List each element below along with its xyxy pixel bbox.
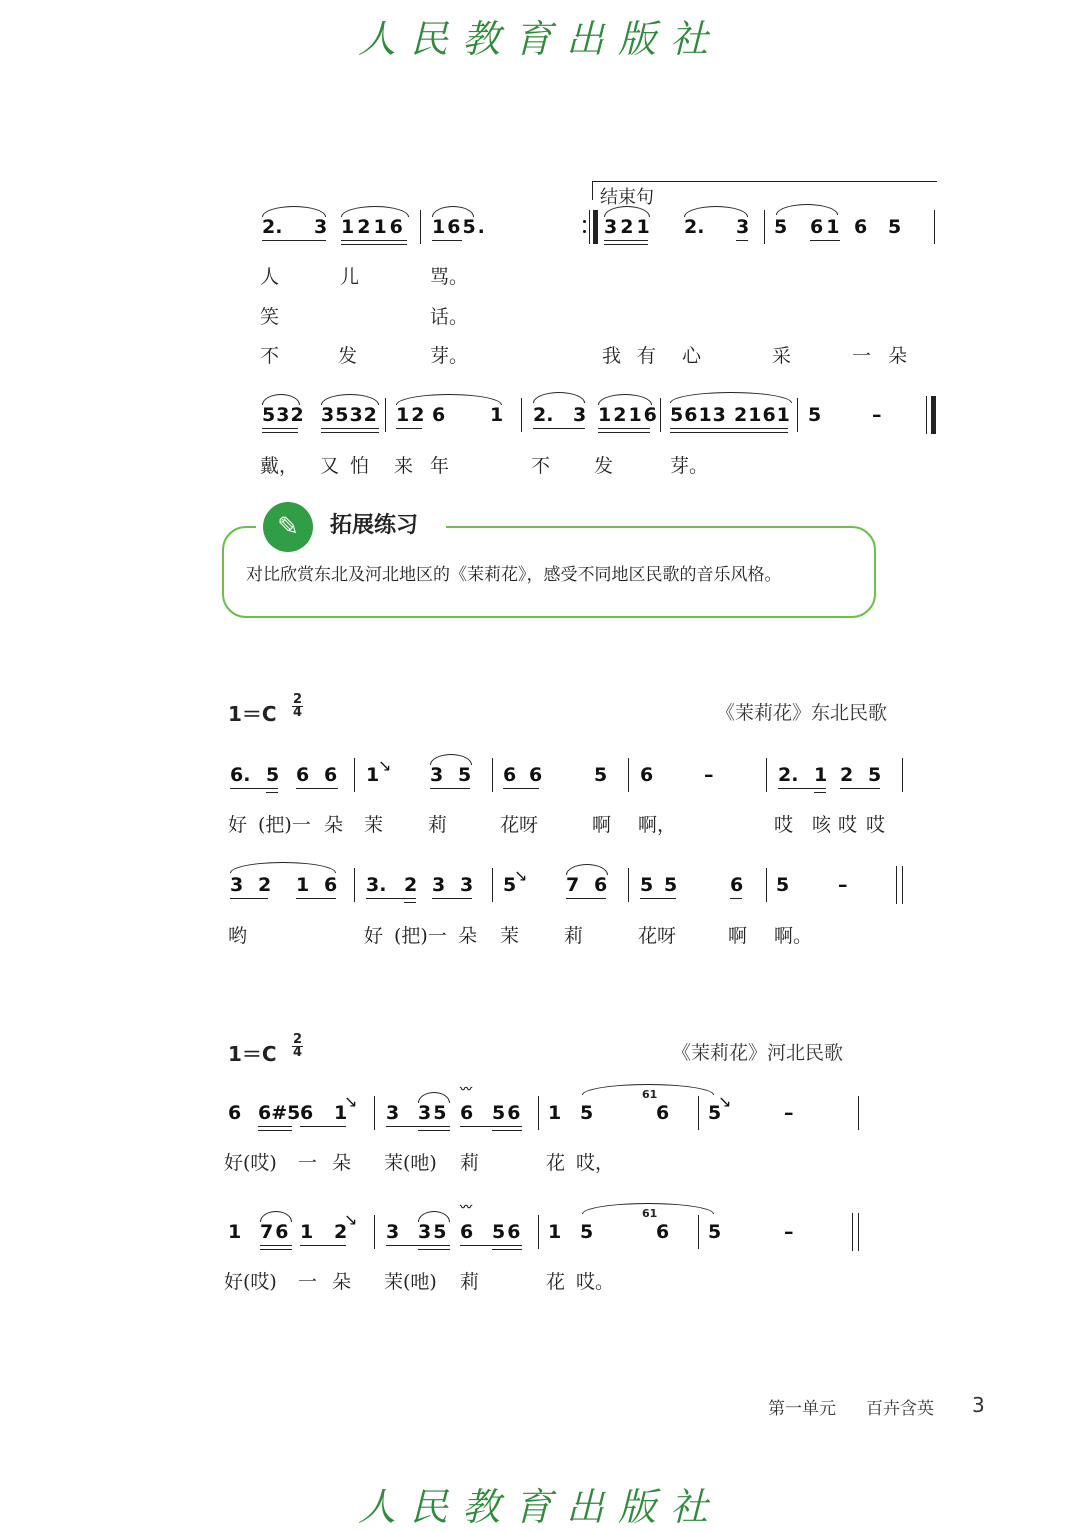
lyric: 茉(吔) (384, 1152, 437, 1174)
repeat-dot (583, 220, 586, 223)
lyric: 芽。 (670, 455, 709, 477)
time-bottom: 4 (292, 1045, 303, 1060)
note: 5 (868, 764, 882, 786)
time-top: 2 (292, 692, 303, 707)
lyric: 发 (338, 345, 358, 367)
underline (396, 428, 422, 429)
lyric: 莉 (564, 925, 584, 947)
note: 5 (266, 764, 280, 786)
note: 3 (736, 216, 750, 238)
note: 5 (640, 874, 654, 896)
underline (604, 244, 648, 245)
lyric: 来 (394, 455, 414, 477)
slur (533, 392, 585, 403)
note: 5 (594, 764, 608, 786)
barline (766, 758, 767, 792)
slur (260, 1211, 292, 1222)
note: 5 (776, 874, 790, 896)
note: 2 (258, 874, 272, 896)
publisher-logo-bottom: 人民教育出版社 (357, 1485, 722, 1529)
lyric: 哎， (576, 1152, 615, 1174)
final-barline (931, 396, 936, 434)
note: 5 (708, 1102, 722, 1124)
underline (503, 788, 539, 789)
underline (736, 240, 748, 241)
lyric: 有 (637, 345, 657, 367)
note: 6 (460, 1221, 474, 1243)
lyric: 笑 (260, 306, 280, 328)
note: 6 (432, 404, 446, 426)
slur (670, 392, 792, 403)
note-group: 532 (262, 404, 305, 426)
underline (598, 428, 650, 429)
slur (684, 206, 748, 217)
barline (628, 758, 629, 792)
note: 1 (296, 874, 310, 896)
slur (566, 864, 608, 875)
note-group: 6#5 (258, 1102, 301, 1124)
barline (354, 758, 355, 792)
note: 2 (334, 1221, 348, 1243)
underline (418, 1249, 450, 1250)
barline (628, 868, 629, 902)
lyric: 戴， (260, 455, 299, 477)
lyric: 哎。 (576, 1271, 615, 1293)
barline (896, 866, 897, 904)
note: 3 (430, 764, 444, 786)
note: 3 (460, 874, 474, 896)
note-group: 2161 (734, 404, 791, 426)
lyric: 啊， (638, 814, 677, 836)
underline (730, 898, 742, 899)
underline (296, 898, 336, 899)
song-source: 《茉莉花》河北民歌 (672, 1042, 844, 1064)
note: 3 (432, 874, 446, 896)
note: 6 (730, 874, 744, 896)
lyric: 不 (260, 345, 280, 367)
note: 5 (458, 764, 472, 786)
mordent-mark: 〰 (460, 1200, 473, 1214)
underline (386, 1126, 450, 1127)
lyric: 啊。 (774, 925, 813, 947)
barline (797, 398, 798, 432)
note-group: 165. (432, 216, 487, 238)
underline (432, 898, 472, 899)
ending-label: 结束句 (600, 187, 654, 208)
note: 3 (230, 874, 244, 896)
lyric: 莉 (460, 1271, 480, 1293)
lyric: 朵 (888, 345, 908, 367)
note: 1 (228, 1221, 242, 1243)
extension-title: 拓展练习 (330, 513, 419, 538)
note: 2. (533, 404, 554, 426)
note: 3 (314, 216, 328, 238)
lyric: 骂。 (430, 266, 469, 288)
slur (321, 394, 379, 405)
key-signature: 1＝C (228, 1042, 277, 1066)
lyric: 咳 (812, 814, 832, 836)
underline (598, 432, 650, 433)
lyric: 发 (594, 455, 614, 477)
footer-unit: 第一单元 (768, 1399, 836, 1419)
slur (262, 206, 326, 217)
lyric: 儿 (340, 266, 360, 288)
barline (858, 1096, 859, 1130)
underline (258, 1130, 292, 1131)
underline (296, 788, 338, 789)
notebook-icon: ✎ (263, 502, 313, 552)
dash: – (872, 404, 882, 426)
note: 6 (460, 1102, 474, 1124)
lyric: 啊 (728, 925, 748, 947)
lyric: 哎 (838, 814, 858, 836)
underline (230, 788, 278, 789)
lyric: 哎 (774, 814, 794, 836)
underline (404, 902, 416, 903)
mordent-mark: 〰 (460, 1082, 473, 1096)
note: 3 (573, 404, 587, 426)
barline (492, 758, 493, 792)
note: 5 (664, 874, 678, 896)
note-group: 1216 (341, 216, 406, 238)
lyric: 采 (772, 345, 792, 367)
lyric: 又 (320, 455, 340, 477)
note: 6 (503, 764, 517, 786)
note: 5 (580, 1102, 594, 1124)
note-group: 56 (492, 1221, 523, 1243)
underline (260, 1249, 292, 1250)
glide-mark: ↘ (344, 1092, 358, 1111)
underline (386, 1245, 450, 1246)
lyric: 朵 (324, 814, 344, 836)
barline (660, 398, 661, 432)
lyric: 心 (682, 345, 702, 367)
slur (341, 206, 409, 217)
note: 5 (888, 216, 902, 238)
extension-text: 对比欣赏东北及河北地区的《茉莉花》，感受不同地区民歌的音乐风格。 (246, 565, 782, 585)
note: 1 (334, 1102, 348, 1124)
barline (589, 210, 590, 244)
underline (533, 428, 585, 429)
underline (262, 432, 298, 433)
lyric: 一 (852, 345, 872, 367)
lyric: 茉 (364, 814, 384, 836)
lyric: 一 (298, 1152, 318, 1174)
lyric: 哟 (228, 925, 248, 947)
page-number: 3 (972, 1393, 985, 1417)
barline (374, 1096, 375, 1130)
note: 2 (840, 764, 854, 786)
underline (840, 788, 880, 789)
note: 6 (296, 764, 310, 786)
lyric: 莉 (460, 1152, 480, 1174)
note-group: 76 (260, 1221, 291, 1243)
barline (354, 868, 355, 902)
underline (262, 240, 326, 241)
note: 6 (300, 1102, 314, 1124)
underline (492, 1249, 522, 1250)
slur (598, 394, 652, 405)
slur (430, 754, 472, 765)
lyric: 朵 (332, 1271, 352, 1293)
lyric: (把)一 (258, 814, 311, 836)
note: 6 (324, 764, 338, 786)
slur (262, 394, 300, 405)
footer-title: 百卉含英 (866, 1399, 934, 1419)
note-group: 35 (418, 1102, 449, 1124)
note-group: 56 (492, 1102, 523, 1124)
note: 1 (548, 1221, 562, 1243)
lyric: 花呀 (500, 814, 539, 836)
underline (640, 898, 676, 899)
glide-mark: ↘ (378, 756, 392, 775)
underline (418, 1130, 450, 1131)
underline (258, 1126, 292, 1127)
note: 5 (580, 1221, 594, 1243)
barline (902, 866, 903, 904)
underline (810, 240, 840, 241)
note: 2. (778, 764, 799, 786)
note: 6. (230, 764, 251, 786)
underline (341, 240, 407, 241)
note: 1 (548, 1102, 562, 1124)
dash: – (838, 874, 848, 896)
underline (366, 898, 416, 899)
lyric: (把)一 (394, 925, 447, 947)
note: 5 (774, 216, 788, 238)
note: 3 (386, 1102, 400, 1124)
underline (300, 1126, 346, 1127)
lyric: 茉(吔) (384, 1271, 437, 1293)
dash: – (784, 1221, 794, 1243)
note: 6 (640, 764, 654, 786)
note-group: 35 (418, 1221, 449, 1243)
glide-mark: ↘ (344, 1210, 358, 1229)
underline (432, 240, 462, 241)
slur (418, 1211, 450, 1222)
barline (926, 396, 927, 434)
publisher-logo-top: 人民教育出版社 (357, 17, 722, 61)
underline (670, 432, 788, 433)
note: 5 (708, 1221, 722, 1243)
slur (582, 1084, 714, 1095)
lyric: 花 (546, 1152, 566, 1174)
note: 3. (366, 874, 387, 896)
note: 6 (656, 1102, 670, 1124)
barline (764, 210, 765, 244)
note-group: 12 (396, 404, 427, 426)
underline (260, 1245, 292, 1246)
note: 6 (529, 764, 543, 786)
note-group: 1216 (598, 404, 659, 426)
note: 5 (808, 404, 822, 426)
note: 1 (814, 764, 828, 786)
note: 1 (300, 1221, 314, 1243)
barline (698, 1215, 699, 1249)
note: 2 (404, 874, 418, 896)
lyric: 好 (228, 814, 248, 836)
lyric: 朵 (458, 925, 478, 947)
lyric: 花呀 (638, 925, 677, 947)
lyric: 好(哎) (224, 1152, 277, 1174)
lyric: 莉 (428, 814, 448, 836)
key-signature: 1＝C (228, 702, 277, 726)
lyric: 好(哎) (224, 1271, 277, 1293)
note: 6 (324, 874, 338, 896)
dash: – (704, 764, 714, 786)
barline (521, 398, 522, 432)
grace-notes: 61 (642, 1088, 658, 1101)
lyric: 哎 (866, 814, 886, 836)
song-source: 《茉莉花》东北民歌 (716, 702, 888, 724)
lyric: 芽。 (430, 345, 469, 367)
underline (566, 898, 606, 899)
underline (341, 244, 407, 245)
slur (230, 862, 336, 873)
note: 1 (490, 404, 504, 426)
lyric: 啊 (592, 814, 612, 836)
barline (538, 1096, 539, 1130)
note-group: 61 (810, 216, 843, 238)
note-group: 3532 (321, 404, 378, 426)
time-top: 2 (292, 1032, 303, 1047)
barline (698, 1096, 699, 1130)
lyric: 一 (298, 1271, 318, 1293)
underline (300, 1245, 346, 1246)
barline-thick (593, 210, 598, 244)
barline (385, 398, 386, 432)
barline (538, 1215, 539, 1249)
barline (902, 758, 903, 792)
barline (766, 868, 767, 902)
underline (230, 898, 268, 899)
barline (858, 1213, 859, 1251)
lyric: 茉 (500, 925, 520, 947)
lyric: 年 (430, 455, 450, 477)
time-bottom: 4 (292, 705, 303, 720)
lyric: 花 (546, 1271, 566, 1293)
note: 1 (366, 764, 380, 786)
underline (460, 1126, 522, 1127)
underline (604, 240, 648, 241)
repeat-dot (583, 230, 586, 233)
slur (396, 394, 502, 405)
lyric: 人 (260, 266, 280, 288)
note: 2. (684, 216, 705, 238)
underline (321, 428, 379, 429)
underline (262, 428, 298, 429)
lyric: 话。 (430, 306, 469, 328)
underline (814, 792, 826, 793)
note-group: 5613 (670, 404, 727, 426)
slur (582, 1203, 714, 1214)
underline (460, 1245, 522, 1246)
glide-mark: ↘ (514, 866, 528, 885)
barline (492, 868, 493, 902)
slur (776, 204, 838, 215)
barline (934, 210, 935, 244)
time-signature (292, 694, 303, 719)
note: 6 (656, 1221, 670, 1243)
lyric: 我 (602, 345, 622, 367)
underline (492, 1130, 522, 1131)
underline (778, 788, 826, 789)
barline (374, 1215, 375, 1249)
slur (418, 1092, 450, 1103)
dash: – (784, 1102, 794, 1124)
glide-mark: ↘ (718, 1092, 732, 1111)
note: 6 (854, 216, 868, 238)
underline (670, 428, 788, 429)
lyric: 怕 (350, 455, 370, 477)
note: 2. (262, 216, 283, 238)
grace-notes: 61 (642, 1207, 658, 1220)
underline (266, 792, 278, 793)
underline (430, 788, 470, 789)
note: 3 (386, 1221, 400, 1243)
barline (852, 1213, 853, 1251)
barline (420, 210, 421, 244)
lyric: 朵 (332, 1152, 352, 1174)
note: 7 (566, 874, 580, 896)
note: 6 (228, 1102, 242, 1124)
time-signature (292, 1034, 303, 1059)
lyric: 好 (364, 925, 384, 947)
lyric: 不 (531, 455, 551, 477)
underline (321, 432, 379, 433)
slur (432, 206, 474, 217)
note-group: 321 (604, 216, 653, 238)
note: 6 (594, 874, 608, 896)
note: 5 (503, 874, 517, 896)
